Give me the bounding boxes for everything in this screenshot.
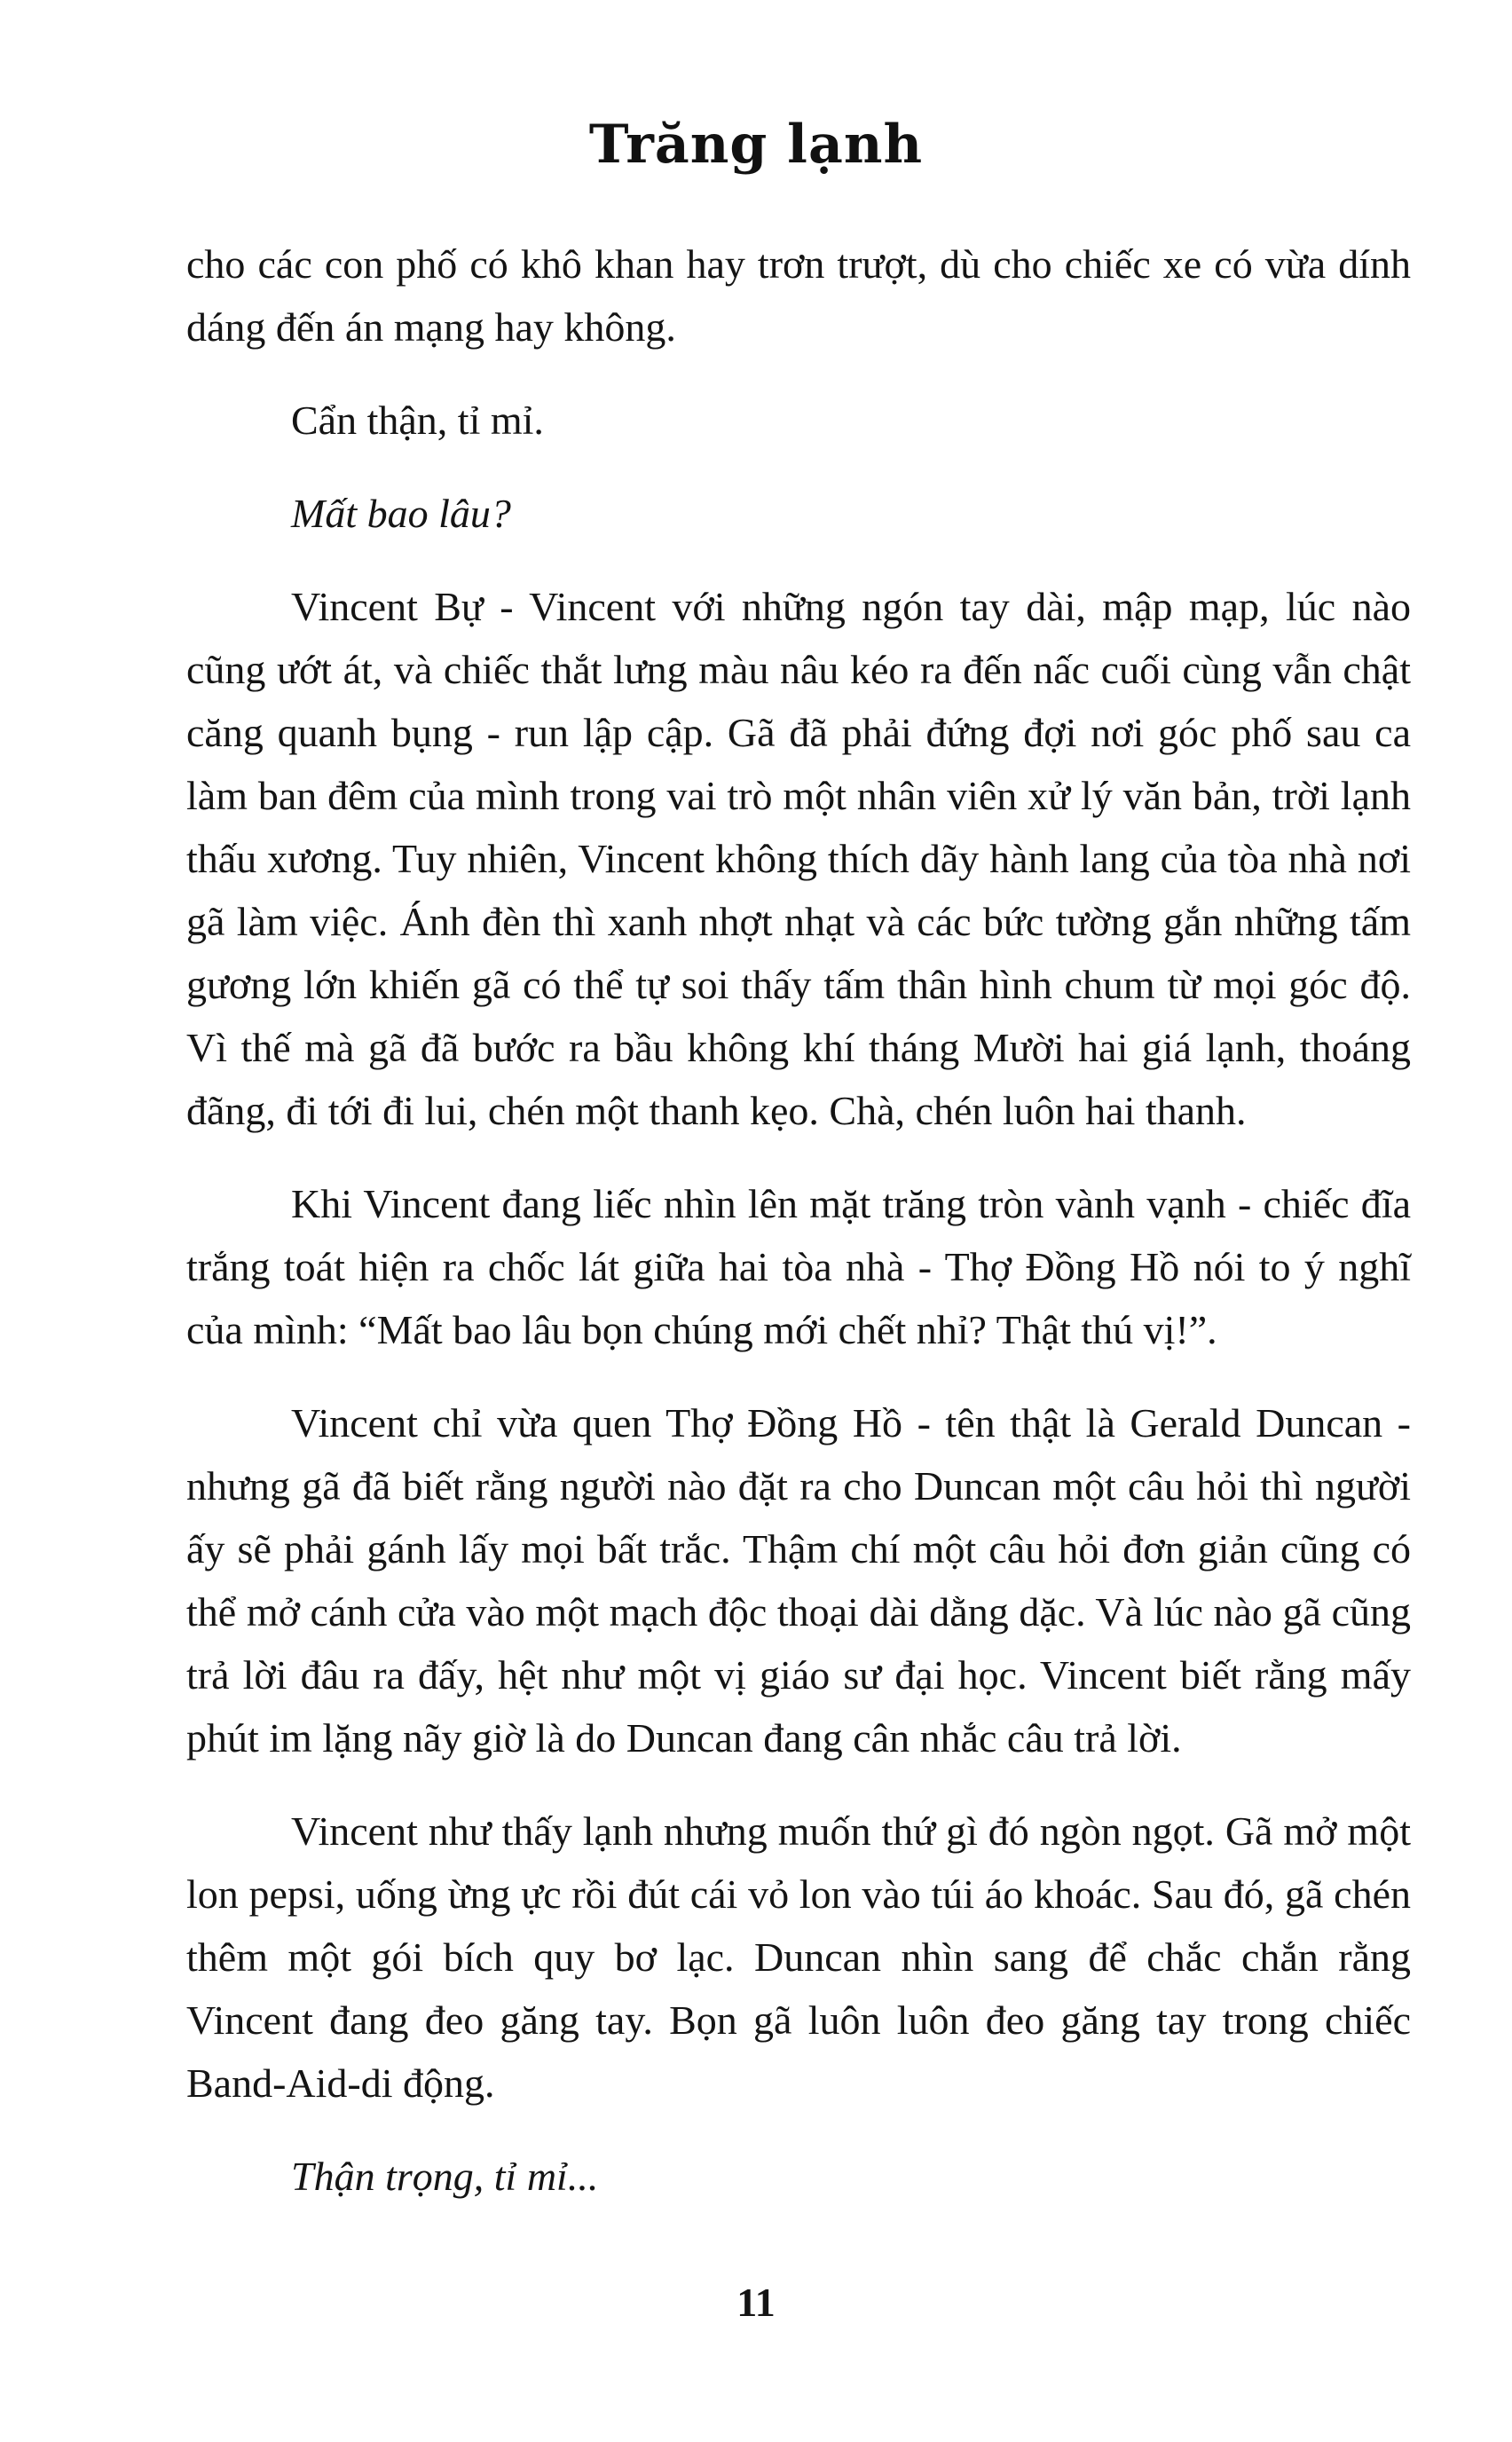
body-text [186, 232, 1411, 2238]
paragraph-italic: Thận trọng, tỉ mỉ... [291, 2154, 599, 2199]
paragraph: Khi Vincent đang liếc nhìn lên mặt trăng tròn vành vạnh - chiếc đĩa trắng toát hiện ra chốc lát giữa hai tòa nhà - Thợ Đồng Hồ nói to ý nghĩ của mình: “Mất bao lâu bọn chúng mới chết nhỉ? Thật thú vị!”. [186, 1181, 1411, 1352]
paragraph-italic: Mất bao lâu? [291, 491, 511, 536]
paragraph: Cẩn thận, tỉ mỉ. [291, 398, 544, 443]
paragraph-continued: cho các con phố có khô khan hay trơn trượt, dù cho chiếc xe có vừa dính dáng đến án mạng hay không. [186, 241, 1411, 350]
paragraph: Vincent Bự - Vincent với những ngón tay dài, mập mạp, lúc nào cũng ướt át, và chiếc thắt lưng màu nâu kéo ra đến nấc cuối cùng vẫn chật căng quanh bụng - run lập cập. Gã đã phải đứng đợi nơi góc phố sau ca làm ban đêm của mình trong vai trò một nhân viên xử lý văn bản, trời lạnh thấu xương. Tuy nhiên, Vincent không thích dãy hành lang của tòa nhà nơi gã làm việc. Ánh đèn thì xanh nhợt nhạt và các bức tường gắn những tấm gương lớn khiến gã có thể tự soi thấy tấm thân hình chum từ mọi góc độ. Vì thế mà gã đã bước ra bầu không khí tháng Mười hai giá lạnh, thoáng đãng, đi tới đi lui, chén một thanh kẹo. Chà, chén luôn hai thanh. [186, 584, 1411, 1133]
paragraph: Vincent chỉ vừa quen Thợ Đồng Hồ - tên thật là Gerald Duncan - nhưng gã đã biết rằng người nào đặt ra cho Duncan một câu hỏi thì người ấy sẽ phải gánh lấy mọi bất trắc. Thậm chí một câu hỏi đơn giản cũng có thể mở cánh cửa vào một mạch độc thoại dài dằng dặc. Và lúc nào gã cũng trả lời đâu ra đấy, hệt như một vị giáo sư đại học. Vincent biết rằng mấy phút im lặng nãy giờ là do Duncan đang cân nhắc câu trả lời. [186, 1400, 1411, 1761]
page-number: 11 [736, 2280, 776, 2325]
paragraph: Vincent như thấy lạnh nhưng muốn thứ gì đó ngòn ngọt. Gã mở một lon pepsi, uống ừng ực rồi đút cái vỏ lon vào túi áo khoác. Sau đó, gã chén thêm một gói bích quy bơ lạc. Duncan nhìn sang để chắc chắn rằng Vincent đang đeo găng tay. Bọn gã luôn luôn đeo găng tay trong chiếc Band-Aid-di động. [186, 1808, 1411, 2106]
running-head: Trăng lạnh [588, 114, 924, 176]
